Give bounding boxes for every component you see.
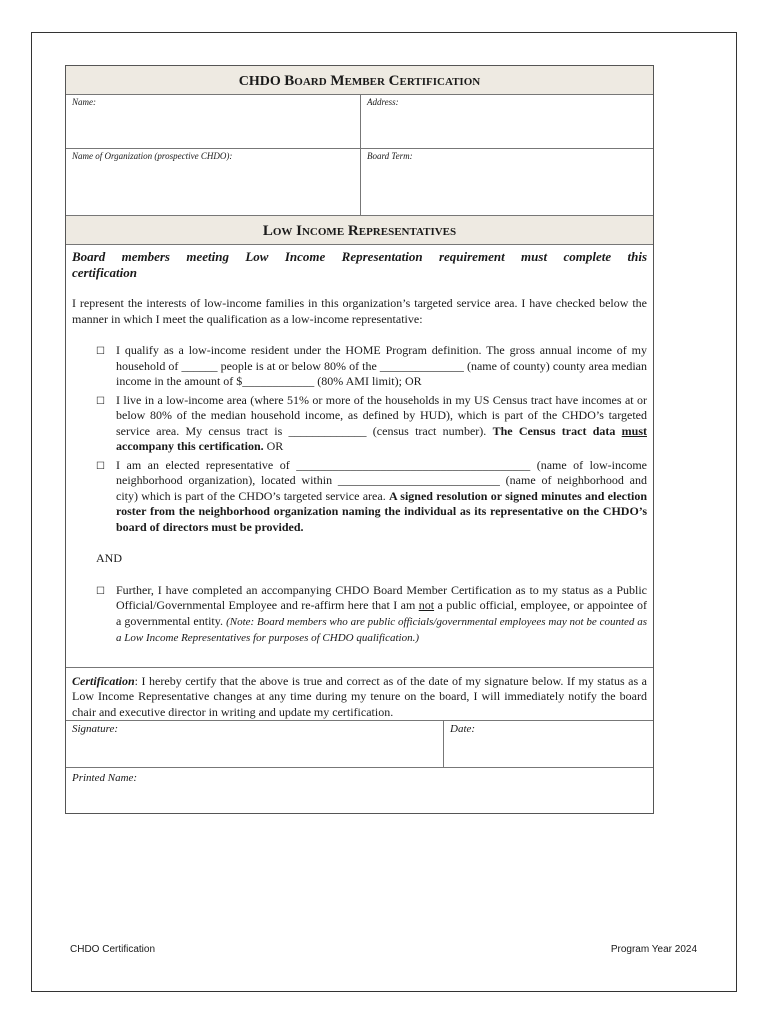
item1-text: I qualify as a low-income resident under the HOME Program definition. The gross annual income of my household of ______ people is at or below 80% of the ______________ (name of county) county area median income in the amount of $____________ (80% AMI limit); OR [116, 343, 647, 388]
item2-text [116, 393, 647, 455]
footer-left: CHDO Certification [70, 944, 156, 955]
section-title: Low Income Representatives [66, 215, 653, 245]
board-term-label: Board Term: [367, 151, 413, 161]
address-label: Address: [367, 97, 399, 107]
item4-note: (Note: Board members who are public officials/governmental employees may not be counted as a Low Income Representatives for purposes of CHDO qualification.) [116, 615, 648, 644]
certification-label: Certification [72, 673, 135, 688]
item4-main-a: Further, I have completed an accompanying CHDO Board Member Certification as to my status as a Public Official/Governmental Employee and re-affirm here that I am [116, 582, 647, 612]
printed-name-field[interactable] [66, 767, 653, 813]
instruction-line2: certification [72, 264, 137, 280]
name-label: Name: [72, 97, 96, 107]
title-main: CHDO [238, 74, 285, 89]
footer-right: Program Year 2024 [610, 944, 697, 955]
item4-text [116, 583, 647, 647]
checkbox-icon[interactable]: ☐ [96, 395, 105, 407]
item4-main-b: a public official, employee, or appointee of a governmental entity. [116, 598, 647, 628]
instruction-line1: Board members meeting Low Income Representation requirement must complete this [72, 249, 647, 264]
printed-name-label: Printed Name: [72, 772, 138, 784]
checkbox-icon[interactable]: ☐ [96, 585, 105, 597]
address-field[interactable] [361, 95, 653, 148]
item3-main: I am an elected representative of _______________________________________ (name of low-income neighborhood organization), located within ___________________________ (name of neighborhood and city) which is part of the CHDO’s targeted service area. [116, 457, 647, 503]
signature-row [66, 720, 653, 767]
list-item [96, 343, 647, 390]
item2-tail: OR [263, 439, 284, 453]
organization-field[interactable] [66, 149, 361, 215]
item3-text [116, 458, 647, 536]
checkbox-icon[interactable]: ☐ [96, 346, 105, 357]
org-term-row [66, 149, 653, 215]
name-field[interactable] [66, 95, 361, 148]
section-body [66, 249, 653, 647]
item2-main: I live in a low-income area (where 51% or more of the households in my US Census tract have incomes at or below 80% of the median household income, as defined by HUD), which is part of the CHDO’s targeted service area. My census tract is _____________ (census tract number). [116, 392, 647, 438]
qualification-list [72, 343, 647, 647]
item3-bold: A signed resolution or signed minutes and election roster from the neighborhood organization naming the individual as its representative on the CHDO’s board of directors must be provided. [116, 488, 647, 534]
form-title [66, 66, 653, 95]
and-text: AND [96, 551, 122, 565]
checkbox-icon[interactable]: ☐ [96, 460, 105, 472]
item4-underline: not [418, 598, 435, 612]
list-item [96, 583, 647, 647]
board-term-field[interactable] [361, 149, 653, 215]
name-address-row [66, 95, 653, 149]
list-item [96, 393, 647, 455]
date-field[interactable] [444, 721, 653, 767]
certification-text: : I hereby certify that the above is true and correct as of the date of my signature below. If my status as a Low Income Representative changes at any time during my tenure on the board, I will immediately notify the board chair and executive director in writing and update my certification. [72, 673, 647, 719]
list-item [96, 458, 647, 536]
certification-statement [66, 667, 653, 721]
item2-bold-b: accompany this certification. [116, 439, 264, 453]
certification-form [65, 65, 654, 814]
title-smallcaps: Board Member Certification [284, 73, 481, 89]
intro-text: I represent the interests of low-income families in this organization’s targeted service area. I have checked below the manner in which I meet the qualification as a low-income representative: [72, 296, 647, 326]
item2-bold-underline: must [621, 423, 647, 438]
item2-bold-a: The Census tract data [492, 423, 622, 438]
date-label: Date: [450, 723, 476, 735]
signature-field[interactable] [66, 721, 444, 767]
organization-label: Name of Organization (prospective CHDO): [72, 151, 233, 161]
signature-label: Signature: [72, 723, 119, 735]
